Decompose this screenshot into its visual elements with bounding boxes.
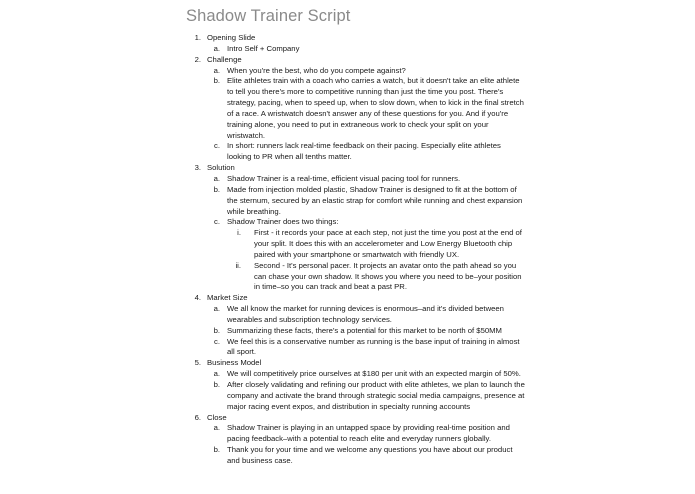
outline-children — [207, 423, 526, 466]
outline-item — [207, 423, 526, 445]
list-marker: b . — [207, 326, 220, 337]
outline-item — [186, 163, 526, 293]
outline-item — [186, 358, 526, 412]
outline-item-text: Shadow Trainer is playing in an untapped space by providing real-time position and pacing feedback–with a potential to reach elite and everyday runners globally. — [227, 423, 510, 444]
outline-item — [186, 55, 526, 163]
outline-sublist-level-2 — [207, 369, 526, 412]
list-marker: c . — [207, 217, 220, 228]
outline-item-text: Challenge — [207, 54, 242, 64]
outline-item-text: After closely validating and refining our product with elite athletes, we plan to launch the company and activate the brand through strategic social media campaigns, presence at major racing event expos, and distribution in specialty running accounts — [227, 380, 525, 411]
outline-item — [207, 337, 526, 359]
outline-sublist-level-2 — [207, 423, 526, 466]
outline-item-text: Market Size — [207, 293, 248, 303]
outline-item-text: Intro Self + Company — [227, 43, 300, 53]
outline-item-text: We feel this is a conservative number as running is the base input of training in almost all sport. — [227, 336, 520, 357]
outline-item — [227, 228, 526, 261]
list-marker: a . — [207, 304, 220, 315]
list-marker: ii . — [227, 261, 241, 272]
outline-children — [207, 174, 526, 293]
outline-item-text: Solution — [207, 163, 235, 173]
outline-item — [207, 76, 526, 141]
outline-item-text: Opening Slide — [207, 33, 256, 42]
list-marker: i . — [227, 228, 241, 239]
outline-sublist-level-3 — [227, 228, 526, 293]
outline-item — [186, 413, 526, 467]
list-marker: c . — [207, 141, 220, 152]
outline-sublist-level-2 — [207, 44, 526, 55]
list-marker: 1 . — [186, 33, 201, 44]
list-marker: a . — [207, 369, 220, 380]
outline-item-text: We all know the market for running devices is enormous–and it's divided between wearables and subscription technology services. — [227, 304, 504, 324]
outline-item-text: Elite athletes train with a coach who carries a watch, but it doesn't take an elite athlete to tell you there's more to competitive running than just the time you post. There's strategy, pacing, when to speed up, when to slow down, when to kick in the final stretch of a race. A wristwatch doesn't answer any of these questions for you. And if you're training alone, you need to put in extraneous work to check your split on your wristwatch. — [227, 76, 524, 140]
outline-item-text: Close — [207, 412, 227, 422]
outline-item — [207, 326, 526, 337]
list-marker: b . — [207, 185, 220, 196]
list-marker: a . — [207, 423, 220, 434]
outline-item-text: Summarizing these facts, there's a potential for this market to be north of $50MM — [227, 325, 502, 335]
list-marker: b . — [207, 380, 220, 391]
outline-item — [207, 304, 526, 326]
outline-item — [227, 261, 526, 294]
outline-item — [207, 185, 526, 218]
list-marker: b . — [207, 445, 220, 456]
outline-item-text: Business Model — [207, 358, 262, 368]
outline-item — [207, 369, 526, 380]
outline-item — [186, 293, 526, 358]
outline-item-text: Shadow Trainer does two things: — [227, 217, 339, 227]
outline-item-text: Made from injection molded plastic, Shadow Trainer is designed to fit at the bottom of the sternum, secured by an elastic strap for comfort while running and chest expansion while breathing. — [227, 184, 523, 216]
outline-sublist-level-2 — [207, 174, 526, 293]
outline-item — [207, 174, 526, 185]
outline-item — [186, 33, 526, 55]
outline-children — [207, 304, 526, 358]
outline-children — [207, 369, 526, 412]
outline-list — [186, 33, 526, 467]
outline-item — [207, 66, 526, 77]
outline-item-text: In short: runners lack real-time feedback on their pacing. Especially elite athletes looking to PR when all tenths matter. — [227, 141, 501, 162]
list-marker: 4 . — [186, 293, 201, 304]
outline-item — [207, 44, 526, 55]
list-marker: a . — [207, 174, 220, 185]
outline-item-text: Shadow Trainer is a real-time, efficient visual pacing tool for runners. — [227, 173, 461, 183]
outline-item — [207, 217, 526, 293]
outline-item-text: Thank you for your time and we welcome any questions you have about our product and business case. — [227, 445, 513, 465]
list-marker: a . — [207, 44, 220, 55]
outline-children — [207, 44, 526, 55]
outline-children — [207, 66, 526, 164]
outline-item — [207, 141, 526, 163]
outline-item-text: First - it records your pace at each step, not just the time you post at the end of your split. It does this with an accelerometer and Low Energy Bluetooth chip paired with your smartphone or smartwatch with friendly UX. — [254, 228, 522, 259]
list-marker: 5 . — [186, 358, 201, 369]
outline-item — [207, 445, 526, 467]
list-marker: b . — [207, 76, 220, 87]
outline-item — [207, 380, 526, 413]
list-marker: c . — [207, 337, 220, 348]
outline-item-text: When you're the best, who do you compete against? — [227, 65, 406, 75]
outline-item-text: Second - It's personal pacer. It projects an avatar onto the path ahead so you can chase your own shadow. It shows you where you need to be–your position in time–so you can track and beat a past PR. — [254, 260, 522, 292]
document-body — [186, 6, 526, 467]
list-marker: 6 . — [186, 413, 201, 424]
page-title: Shadow Trainer Script — [186, 7, 351, 25]
outline-sublist-level-2 — [207, 66, 526, 164]
outline-children — [227, 228, 526, 293]
list-marker: a . — [207, 66, 220, 77]
list-marker: 2 . — [186, 55, 201, 66]
outline-sublist-level-2 — [207, 304, 526, 358]
outline-item-text: We will competitively price ourselves at $180 per unit with an expected margin of 50%. — [227, 369, 521, 379]
list-marker: 3 . — [186, 163, 201, 174]
